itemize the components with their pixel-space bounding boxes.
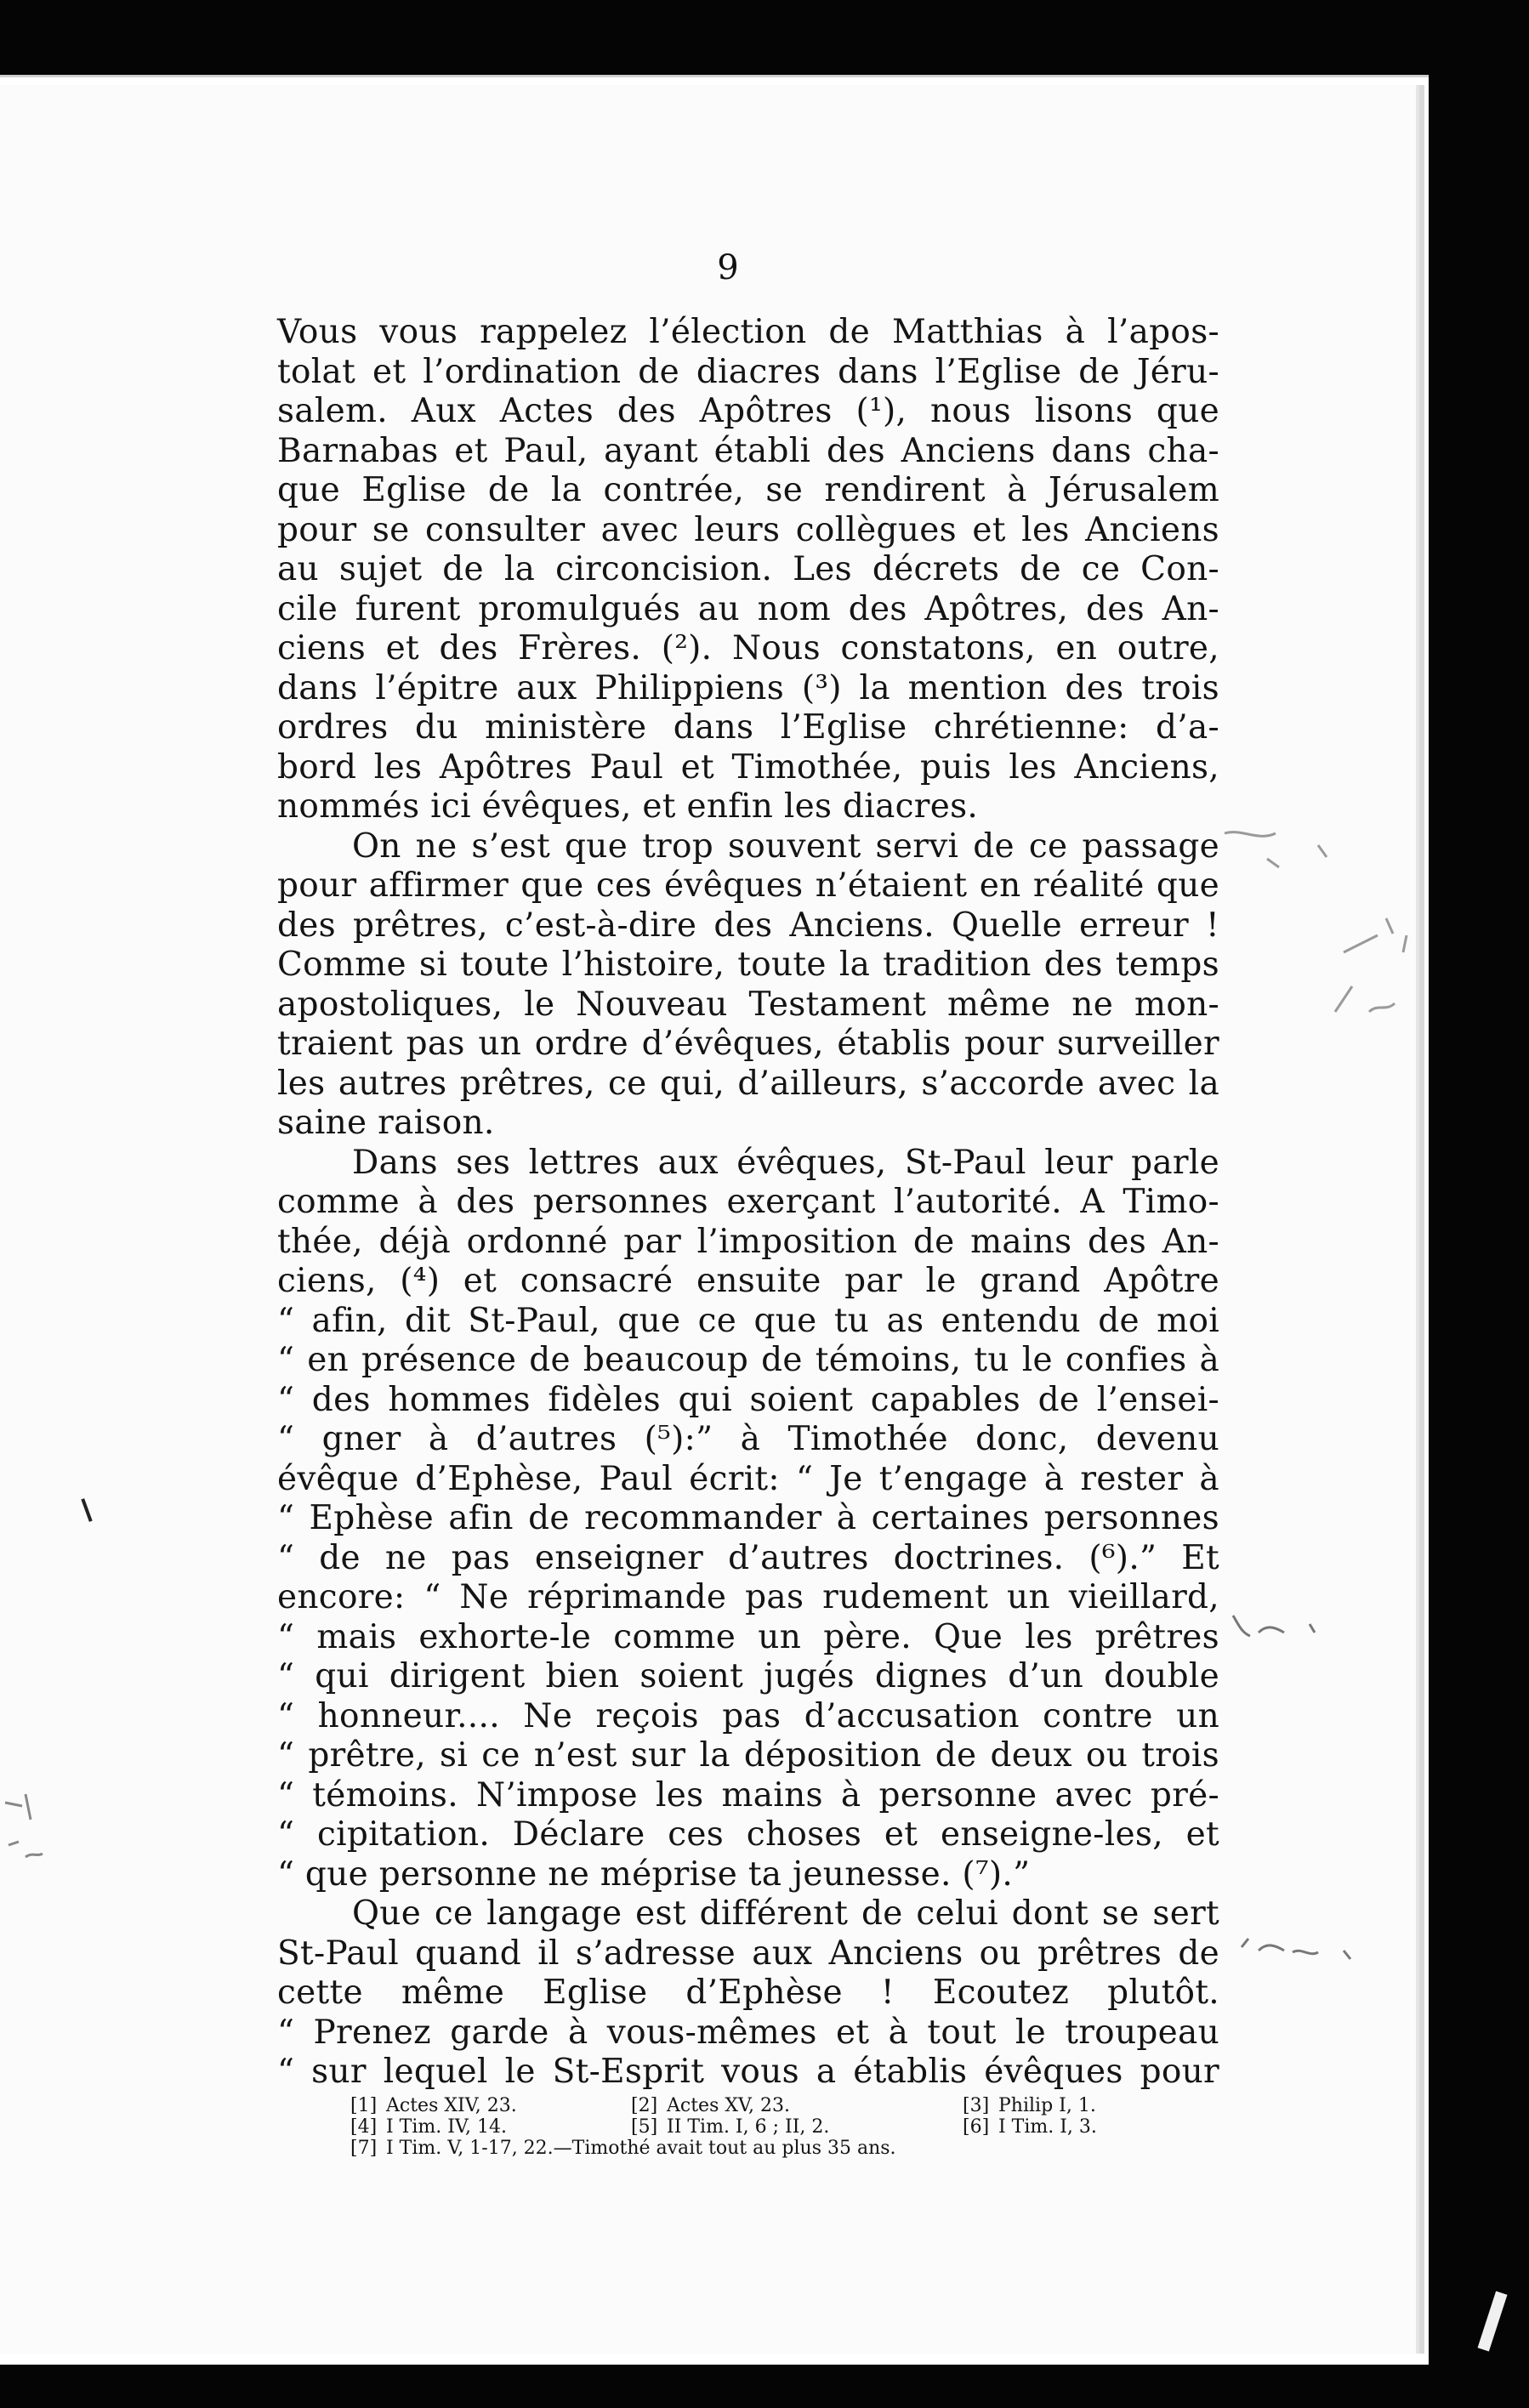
text-line: évêque d’Ephèse, Paul écrit: “ Je t’engage à rester à (277, 1459, 1219, 1498)
text-line: les autres prêtres, ce qui, d’ailleurs, s’accorde avec la (277, 1064, 1219, 1103)
text-line: tolat et l’ordination de diacres dans l’Eglise de Jéru- (277, 352, 1219, 391)
text-line: cette même Eglise d’Ephèse ! Ecoutez plutôt. (277, 1974, 1219, 2012)
footnotes (350, 2095, 1167, 2159)
margin-annotation-right-2 (1225, 1599, 1344, 1650)
footnote: [4] I Tim. IV, 14. (350, 2116, 507, 2138)
text-line: Vous vous rappelez l’élection de Matthias à l’apos- (277, 313, 1219, 351)
text-line: ciens, (⁴) et consacré ensuite par le grand Apôtre (277, 1262, 1219, 1300)
text-line: “ mais exhorte-le comme un père. Que les prêtres (277, 1617, 1219, 1656)
text-line: “ prêtre, si ce n’est sur la déposition de deux ou trois (277, 1736, 1219, 1775)
text-line: nommés ici évêques, et enfin les diacres. (277, 787, 979, 826)
text-line: “ des hommes fidèles qui soient capables de l’ensei- (277, 1380, 1219, 1419)
text-line: “ de ne pas enseigner d’autres doctrines. (⁶).” Et (277, 1538, 1219, 1577)
text-line: “ afin, dit St-Paul, que ce que tu as entendu de moi (277, 1301, 1219, 1340)
text-line: “ sur lequel le St-Esprit vous a établis évêques pour (277, 2053, 1219, 2091)
footnote-row (350, 2095, 1167, 2116)
text-line: Comme si toute l’histoire, toute la tradition des temps (277, 946, 1219, 984)
text-line: pour se consulter avec leurs collègues et les Anciens (277, 510, 1219, 549)
text-line: “ que personne ne méprise ta jeunesse. (⁷).” (277, 1854, 1031, 1894)
footnote: [2] Actes XV, 23. (631, 2095, 791, 2116)
text-line: Dans ses lettres aux évêques, St-Paul leur parle (352, 1143, 1219, 1182)
margin-annotation-right-3 (1233, 1922, 1369, 1973)
text-line: “ qui dirigent bien soient jugés dignes d’un double (277, 1657, 1219, 1695)
text-line: dans l’épitre aux Philippiens (³) la mention des trois (277, 668, 1219, 707)
text-line: ordres du ministère dans l’Eglise chrétienne: d’a- (277, 708, 1219, 747)
margin-annotation-left (0, 1786, 68, 1888)
body-text (277, 313, 1219, 2093)
text-line: encore: “ Ne réprimande pas rudement un vieillard, (277, 1578, 1219, 1616)
corner-mark (1478, 2292, 1508, 2352)
text-line: traient pas un ordre d’évêques, établis pour surveiller (277, 1025, 1219, 1063)
footnote: [3] Philip I, 1. (963, 2095, 1096, 2116)
text-line: saine raison. (277, 1104, 495, 1142)
text-line: “ gner à d’autres (⁵):” à Timothée donc, devenu (277, 1420, 1219, 1458)
text-line: Que ce langage est différent de celui dont se sert (352, 1894, 1219, 1933)
text-line: comme à des personnes exerçant l’autorité. A Timo- (277, 1183, 1219, 1221)
text-line: St-Paul quand il s’adresse aux Anciens ou prêtres de (277, 1934, 1219, 1973)
text-line: “ honneur.... Ne reçois pas d’accusation contre un (277, 1696, 1219, 1735)
text-line: que Eglise de la contrée, se rendirent à Jérusalem (277, 471, 1219, 509)
text-line: On ne s’est que trop souvent servi de ce passage (352, 826, 1219, 866)
text-line: pour affirmer que ces évêques n’étaient en réalité que (277, 866, 1219, 905)
text-line: “ cipitation. Déclare ces choses et enseigne-les, et (277, 1815, 1219, 1854)
text-line: bord les Apôtres Paul et Timothée, puis les Anciens, (277, 747, 1219, 787)
footnote: [7] I Tim. V, 1-17, 22.—Timothé avait tout au plus 35 ans. (350, 2138, 896, 2159)
text-line: Barnabas et Paul, ayant établi des Anciens dans cha- (277, 431, 1219, 470)
text-line: “ Prenez garde à vous-mêmes et à tout le troupeau (277, 2013, 1219, 2052)
text-line: salem. Aux Actes des Apôtres (¹), nous lisons que (277, 392, 1219, 430)
margin-annotation-right (1208, 816, 1412, 1088)
footnote-row (350, 2116, 1167, 2138)
text-line: thée, déjà ordonné par l’imposition de mains des An- (277, 1222, 1219, 1261)
text-line: “ en présence de beaucoup de témoins, tu le confies à (277, 1341, 1219, 1379)
text-line: des prêtres, c’est-à-dire des Anciens. Quelle erreur ! (277, 906, 1219, 945)
text-line: au sujet de la circoncision. Les décrets de ce Con- (277, 550, 1219, 588)
page-number: 9 (717, 248, 739, 287)
footnote: [1] Actes XIV, 23. (350, 2095, 517, 2116)
text-line: apostoliques, le Nouveau Testament même ne mon- (277, 985, 1219, 1024)
text-line: ciens et des Frères. (²). Nous constatons, en outre, (277, 629, 1219, 667)
footnote: [6] I Tim. I, 3. (963, 2116, 1097, 2138)
text-line: “ Ephèse afin de recommander à certaines personnes (277, 1499, 1219, 1537)
footnote: [5] II Tim. I, 6 ; II, 2. (631, 2116, 830, 2138)
footnote-row (350, 2138, 1167, 2159)
text-line: cile furent promulgués au nom des Apôtres, des An- (277, 589, 1219, 628)
text-line: “ témoins. N’impose les mains à personne avec pré- (277, 1775, 1219, 1815)
